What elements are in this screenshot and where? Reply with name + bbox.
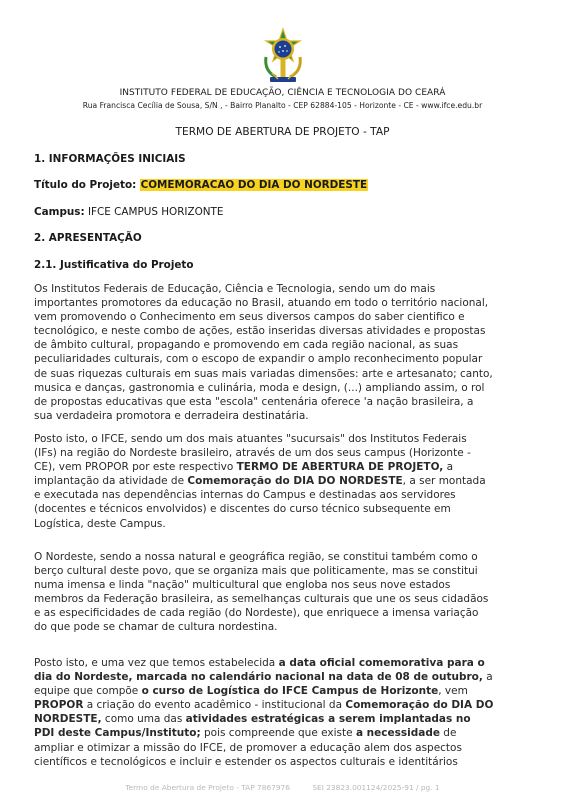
paragraph-line: berço cultural deste povo, que se organiza mais que politicamente, mas se constitui bbox=[34, 565, 478, 578]
text-run: a criação do evento acadêmico - institucional da bbox=[83, 699, 346, 712]
section-heading-informacoes: 1. INFORMAÇÕES INICIAIS bbox=[34, 153, 186, 165]
paragraph-line: do que pode se chamar de cultura nordestina. bbox=[34, 621, 278, 634]
paragraph-1 bbox=[34, 282, 532, 423]
text-run: a bbox=[482, 671, 493, 684]
bold-text-run: Comemoração do DIA DO bbox=[345, 699, 494, 712]
paragraph-line: ampliar e otimizar a missão do IFCE, de promover a educação alem dos aspectos bbox=[34, 741, 462, 754]
paragraph-line bbox=[34, 726, 532, 740]
paragraph-4 bbox=[34, 656, 532, 769]
paragraph-line: Os Institutos Federais de Educação, Ciência e Tecnologia, sendo um do mais bbox=[34, 283, 436, 295]
section-heading-apresentacao: 2. APRESENTAÇÃO bbox=[34, 232, 142, 244]
paragraph-line bbox=[34, 712, 532, 726]
paragraph-line: numa imensa e linda "nação" multicultural que engloba nos seus nove estados bbox=[34, 579, 451, 592]
paragraph-line bbox=[34, 684, 532, 698]
paragraph-line: de âmbito cultural, propagando e promovendo em cada região nacional, as suas bbox=[34, 339, 459, 352]
text-run: pois compreende que existe bbox=[200, 727, 356, 740]
campus-field bbox=[34, 206, 223, 218]
bold-text-run: dia do Nordeste, marcada no calendário nacional na data de 08 de outubro, bbox=[34, 671, 483, 684]
institution-name: INSTITUTO FEDERAL DE EDUCAÇÃO, CIÊNCIA E TECNOLOGIA DO CEARÁ bbox=[119, 88, 446, 98]
bold-text-run: a data oficial comemorativa para o bbox=[278, 657, 485, 669]
paragraph-line: musica e danças, gastronomia e culinária, moda e design, (...) ampliando assim, o rol bbox=[34, 381, 485, 394]
project-title-value: COMEMORACAO DO DIA DO NORDESTE bbox=[140, 179, 368, 191]
institution-address: Rua Francisca Cecília de Sousa, S/N , - Bairro Planalto - CEP 62884-105 - Horizonte - CE - www.ifce.edu.br bbox=[82, 101, 483, 110]
paragraph-line bbox=[34, 474, 532, 488]
project-title-field bbox=[34, 179, 368, 191]
paragraph-2 bbox=[34, 432, 532, 531]
bold-text-run: PDI deste Campus/Instituto; bbox=[34, 727, 201, 740]
bold-text-run: NORDESTE, bbox=[34, 713, 102, 726]
paragraph-line: vem promovendo o Conhecimento em seus diversos campos do saber cientifico e bbox=[34, 311, 465, 324]
paragraph-line bbox=[34, 698, 532, 712]
campus-value: IFCE CAMPUS HORIZONTE bbox=[87, 206, 224, 218]
paragraph-line: (docentes e técnicos envolvidos) e discentes do curso técnico subsequente em bbox=[34, 503, 451, 516]
paragraph-line: Logística, deste Campus. bbox=[34, 517, 166, 530]
bold-text-run: TERMO DE ABERTURA DE PROJETO, bbox=[236, 461, 444, 474]
footer-process-number: SEI 23823.001124/2025-91 / pg. 1 bbox=[312, 783, 440, 792]
text-run: de bbox=[439, 727, 457, 740]
project-title-label: Título do Projeto: bbox=[34, 179, 137, 191]
document-title: TERMO DE ABERTURA DE PROJETO - TAP bbox=[175, 126, 390, 138]
text-run: , a ser montada bbox=[402, 475, 486, 488]
paragraph-line: e executada nas dependências internas do Campus e destinadas aos servidores bbox=[34, 489, 456, 502]
paragraph-line bbox=[34, 670, 532, 684]
page-footer bbox=[0, 783, 565, 792]
paragraph-line bbox=[34, 656, 532, 670]
bold-text-run: PROPOR bbox=[34, 699, 84, 712]
text-run: , vem bbox=[438, 685, 468, 698]
paragraph-line: tecnológico, e neste combo de ações, estão inseridas diversas atividades e propostas bbox=[34, 325, 486, 338]
paragraph-3 bbox=[34, 550, 532, 635]
footer-document-reference: Termo de Abertura de Projeto - TAP 7867976 bbox=[125, 783, 290, 792]
paragraph-line bbox=[34, 460, 532, 474]
paragraph-line: Posto isto, o IFCE, sendo um dos mais atuantes "sucursais" dos Institutos Federais bbox=[34, 433, 467, 445]
paragraph-line: sua verdadeira promotora e derradeira destinatária. bbox=[34, 409, 309, 422]
text-run: Posto isto, e uma vez que temos estabelecida bbox=[34, 657, 279, 669]
paragraph-line: importantes promotores da educação no Brasil, atuando em todo o território nacional, bbox=[34, 297, 489, 310]
paragraph-line: de propostas educativas que esta "escola" centenária oferece 'a nação brasileira, a bbox=[34, 395, 474, 408]
text-run: CE), vem PROPOR por este respectivo bbox=[34, 461, 237, 474]
paragraph-line: de suas riquezas culturais em suas mais variadas dimensões: arte e artesanato; canto, bbox=[34, 367, 493, 380]
paragraph-line: O Nordeste, sendo a nossa natural e geográfica região, se constitui também como o bbox=[34, 551, 478, 563]
subsection-heading-justificativa: 2.1. Justificativa do Projeto bbox=[34, 259, 194, 271]
paragraph-line: membros da Federação brasileira, as semelhanças culturais que une os seus cidadãos bbox=[34, 593, 489, 606]
paragraph-line: peculiaridades culturais, com o escopo de expandir o amplo reconhecimento popular bbox=[34, 353, 483, 366]
text-run: a bbox=[443, 461, 454, 474]
brazil-coat-of-arms-icon bbox=[258, 27, 308, 89]
bold-text-run: a necessidade bbox=[355, 727, 440, 740]
bold-text-run: Comemoração do DIA DO NORDESTE bbox=[187, 475, 403, 488]
paragraph-line: científicos e tecnológicos e incluir e estender os aspectos culturais e identitários bbox=[34, 755, 458, 768]
bold-text-run: o curso de Logística do IFCE Campus de Horizonte bbox=[141, 685, 439, 698]
paragraph-line: e as especificidades de cada região (do Nordeste), que enriquece a imensa variação bbox=[34, 607, 479, 620]
paragraph-line: (IFs) na região do Nordeste brasileiro, através de um dos seus campus (Horizonte - bbox=[34, 447, 471, 460]
text-run: equipe que compõe bbox=[34, 685, 142, 698]
text-run: implantação da atividade de bbox=[34, 475, 188, 488]
text-run: como uma das bbox=[101, 713, 186, 726]
bold-text-run: atividades estratégicas a serem implantadas no bbox=[185, 713, 471, 726]
campus-label: Campus: bbox=[34, 206, 85, 218]
